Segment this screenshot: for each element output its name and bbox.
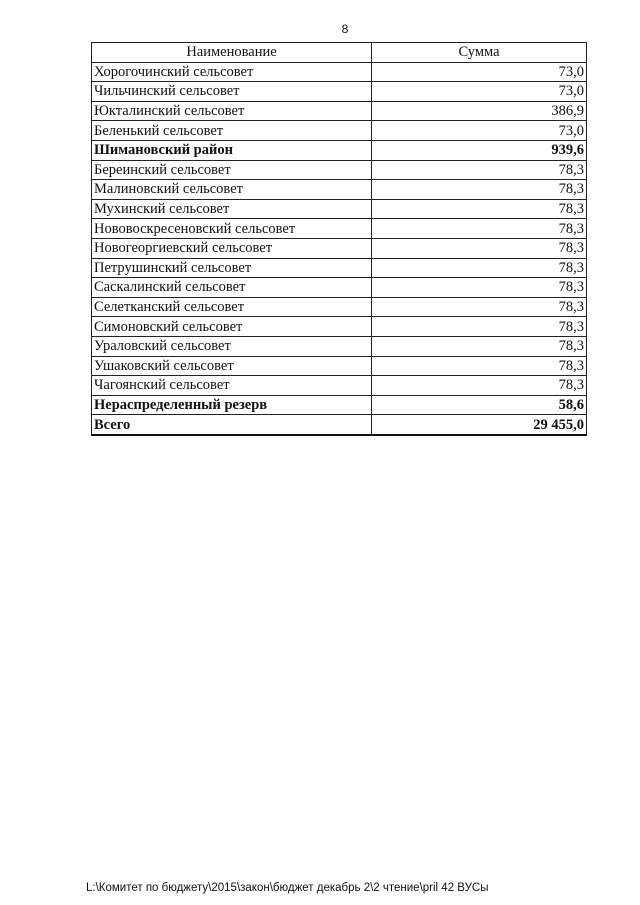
table-row — [92, 278, 587, 298]
row-name-cell: Нераспределенный резерв — [92, 395, 372, 415]
footer-file-path: L:\Комитет по бюджету\2015\закон\бюджет декабрь 2\2 чтение\pril 42 ВУСы — [86, 882, 489, 894]
row-name-cell: Саскалинский сельсовет — [92, 278, 372, 298]
table-row — [92, 101, 587, 121]
column-header-name: Наименование — [92, 43, 372, 63]
table-row — [92, 258, 587, 278]
row-sum-cell: 78,3 — [372, 199, 587, 219]
row-name-cell: Новогеоргиевский сельсовет — [92, 238, 372, 258]
table-row — [92, 415, 587, 435]
row-name-cell: Береинский сельсовет — [92, 160, 372, 180]
row-name-cell: Ураловский сельсовет — [92, 336, 372, 356]
row-sum-cell: 78,3 — [372, 317, 587, 337]
row-sum-cell: 78,3 — [372, 160, 587, 180]
row-name-cell: Ушаковский сельсовет — [92, 356, 372, 376]
row-sum-cell: 78,3 — [372, 180, 587, 200]
table-row — [92, 199, 587, 219]
table-row — [92, 317, 587, 337]
row-sum-cell: 73,0 — [372, 62, 587, 82]
row-sum-cell: 78,3 — [372, 376, 587, 396]
budget-table — [91, 42, 587, 436]
page-number: 8 — [341, 22, 349, 36]
table-header-row — [92, 43, 587, 63]
row-sum-cell: 78,3 — [372, 336, 587, 356]
table-row — [92, 297, 587, 317]
row-name-cell: Петрушинский сельсовет — [92, 258, 372, 278]
row-sum-cell: 78,3 — [372, 297, 587, 317]
table-row — [92, 356, 587, 376]
row-sum-cell: 386,9 — [372, 101, 587, 121]
row-name-cell: Всего — [92, 415, 372, 435]
row-name-cell: Чагоянский сельсовет — [92, 376, 372, 396]
table-row — [92, 62, 587, 82]
row-name-cell: Беленький сельсовет — [92, 121, 372, 141]
table-row — [92, 121, 587, 141]
table-row — [92, 160, 587, 180]
table-row — [92, 336, 587, 356]
row-sum-cell: 78,3 — [372, 238, 587, 258]
table-body — [92, 62, 587, 435]
table-row — [92, 395, 587, 415]
row-sum-cell: 73,0 — [372, 82, 587, 102]
row-name-cell: Малиновский сельсовет — [92, 180, 372, 200]
row-name-cell: Шимановский район — [92, 140, 372, 160]
row-name-cell: Нововоскресеновский сельсовет — [92, 219, 372, 239]
column-header-sum: Сумма — [372, 43, 587, 63]
row-name-cell: Чильчинский сельсовет — [92, 82, 372, 102]
table-row — [92, 180, 587, 200]
row-sum-cell: 78,3 — [372, 356, 587, 376]
table-row — [92, 238, 587, 258]
row-name-cell: Хорогочинский сельсовет — [92, 62, 372, 82]
row-sum-cell: 29 455,0 — [372, 415, 587, 435]
row-sum-cell: 73,0 — [372, 121, 587, 141]
row-sum-cell: 939,6 — [372, 140, 587, 160]
row-sum-cell: 78,3 — [372, 278, 587, 298]
row-name-cell: Мухинский сельсовет — [92, 199, 372, 219]
row-sum-cell: 78,3 — [372, 258, 587, 278]
row-name-cell: Симоновский сельсовет — [92, 317, 372, 337]
row-name-cell: Селетканский сельсовет — [92, 297, 372, 317]
table-row — [92, 82, 587, 102]
row-sum-cell: 78,3 — [372, 219, 587, 239]
table-row — [92, 140, 587, 160]
row-name-cell: Юкталинский сельсовет — [92, 101, 372, 121]
table-row — [92, 219, 587, 239]
table-row — [92, 376, 587, 396]
row-sum-cell: 58,6 — [372, 395, 587, 415]
